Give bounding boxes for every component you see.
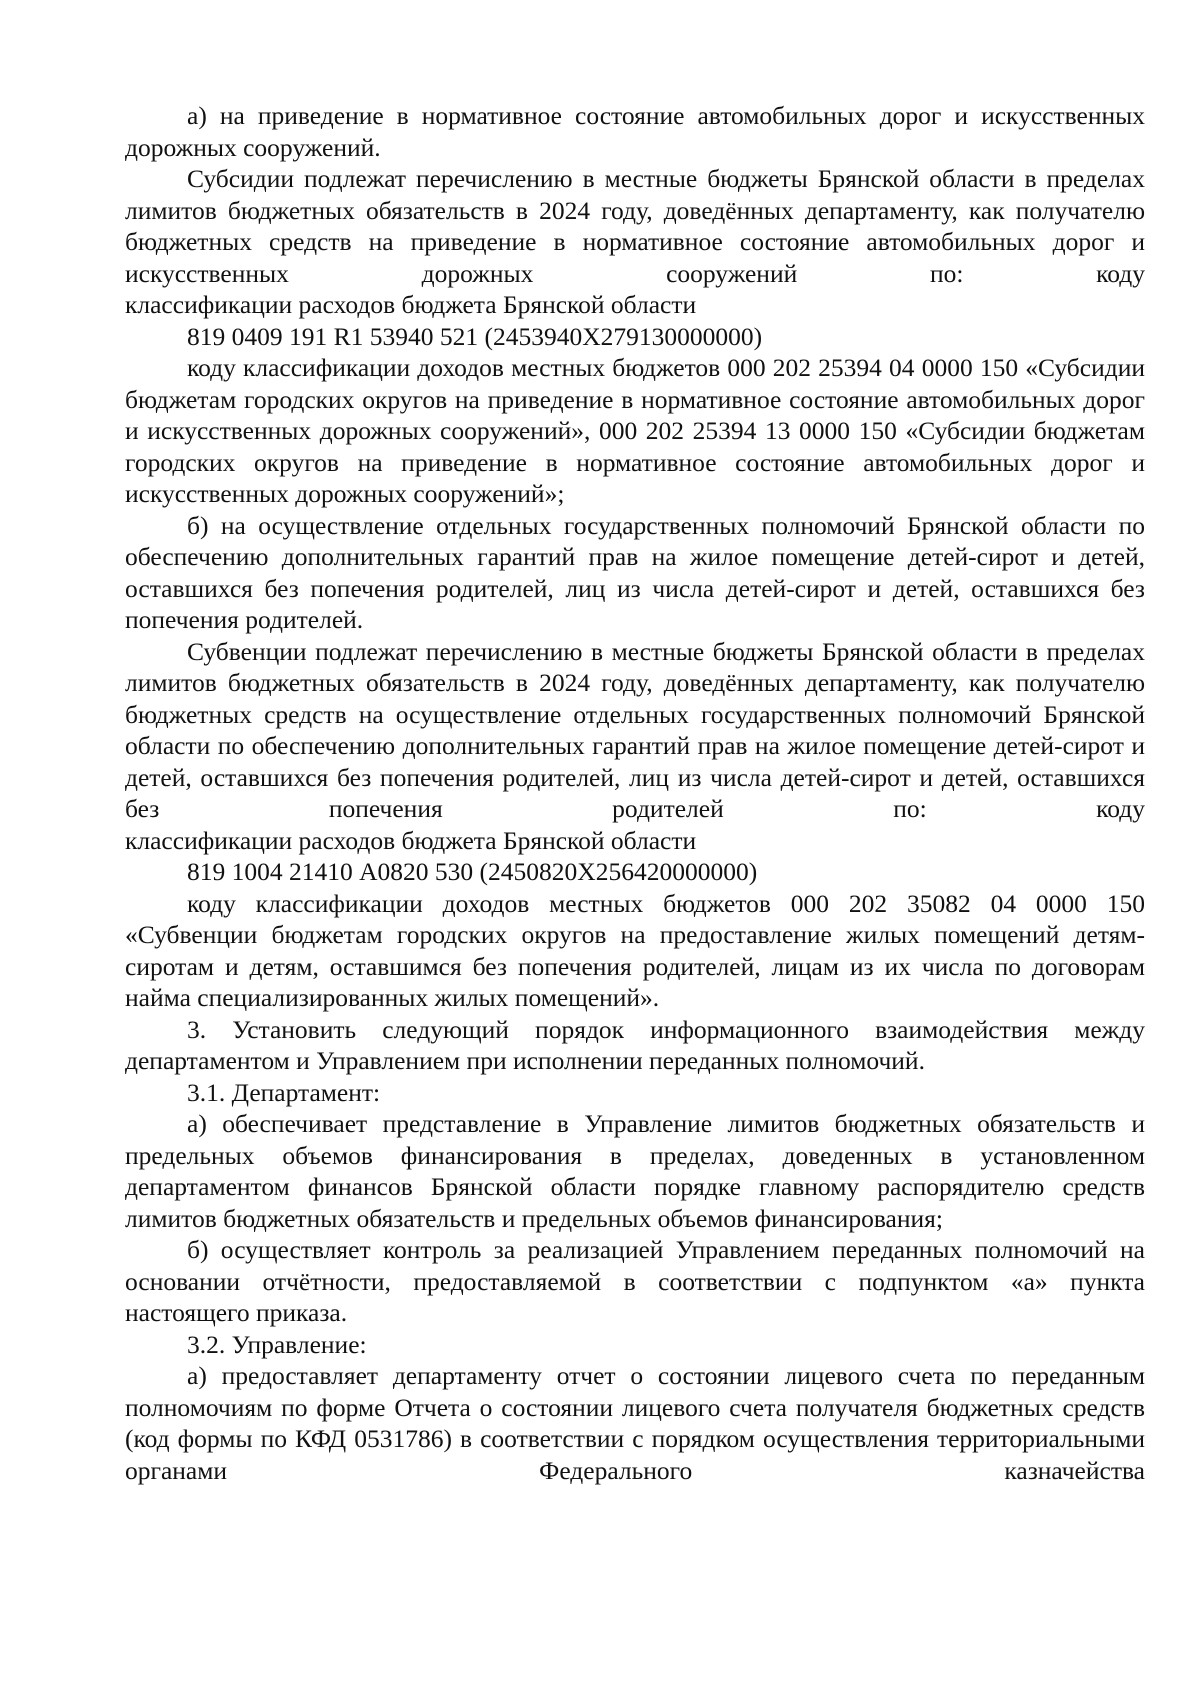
paragraph-subsidies-transfer-tail: классификации расходов бюджета Брянской области [125, 290, 697, 319]
paragraph-3-1-b: б) осуществляет контроль за реализацией Управлением переданных полномочий на основании отчётности, предоставляемой в соответствии с подпунктом «а» пункта настоящего приказа. [125, 1235, 1145, 1327]
paragraph-income-code-orphans: коду классификации доходов местных бюджетов 000 202 35082 04 0000 150 «Субвенции бюджетам городских округов на предоставление жилых помещений детям-сиротам и детям, оставшимся без попечения родителей, лицам из их числа по договорам найма специализированных жилых помещений». [125, 888, 1145, 1012]
subheading-3-2: 3.2. Управление: [187, 1329, 367, 1359]
expense-code-orphans: 819 1004 21410 А0820 530 (2450820X256420000000) [187, 857, 758, 886]
subheading-3-1: 3.1. Департамент: [187, 1077, 381, 1107]
paragraph-3-2-a: а) предоставляет департаменту отчет о состоянии лицевого счета по переданным полномочиям по форме Отчета о состоянии лицевого счета получателя бюджетных средств (код формы по КФД 0531786) в соответствии с порядком осуществления территориальными органами Федерального казначейства [125, 1361, 1145, 1485]
paragraph-income-code-roads: коду классификации доходов местных бюджетов 000 202 25394 04 0000 150 «Субсидии бюджетам городских округов на приведение в нормативное состояние автомобильных дорог и искусственных дорожных сооружений», 000 202 25394 13 0000 150 «Субсидии бюджетам городских округов на приведение в нормативное состояние автомобильных дорог и искусственных дорожных сооружений»; [125, 353, 1145, 508]
document-page [125, 100, 1145, 1486]
expense-code-roads: 819 0409 191 R1 53940 521 (2453940X279130000000) [187, 321, 763, 351]
paragraph-subventions-transfer: Субвенции подлежат перечислению в местные бюджеты Брянской области в пределах лимитов бюджетных обязательств в 2024 году, доведённых департаменту, как получателю бюджетных средств на осуществление отдельных государственных полномочий Брянской области по обеспечению дополнительных гарантий прав на жилое помещение детей-сирот и детей, оставшихся без попечения родителей, лиц из числа детей-сирот и детей, оставшихся без попечения родителей по: коду [125, 636, 1145, 823]
paragraph-subventions-transfer-tail: классификации расходов бюджета Брянской области [125, 825, 697, 855]
paragraph-a-roads: а) на приведение в нормативное состояние автомобильных дорог и искусственных дорожных сооружений. [125, 101, 1145, 162]
paragraph-3-1-a: а) обеспечивает представление в Управление лимитов бюджетных обязательств и предельных объемов финансирования в пределах, доведенных в установленном департаментом финансов Брянской области порядке главному распорядителю средств лимитов бюджетных обязательств и предельных объемов финансирования; [125, 1109, 1145, 1233]
paragraph-b-orphans: б) на осуществление отдельных государственных полномочий Брянской области по обеспечению дополнительных гарантий прав на жилое помещение детей-сирот и детей, оставшихся без попечения родителей, лиц из числа детей-сирот и детей, оставшихся без попечения родителей. [125, 510, 1145, 634]
paragraph-section-3: 3. Установить следующий порядок информационного взаимодействия между департаментом и Управлением при исполнении переданных полномочий. [125, 1014, 1145, 1075]
paragraph-subsidies-transfer: Субсидии подлежат перечислению в местные бюджеты Брянской области в пределах лимитов бюджетных обязательств в 2024 году, доведённых департаменту, как получателю бюджетных средств на приведение в нормативное состояние автомобильных дорог и искусственных дорожных сооружений по: коду [125, 164, 1145, 288]
